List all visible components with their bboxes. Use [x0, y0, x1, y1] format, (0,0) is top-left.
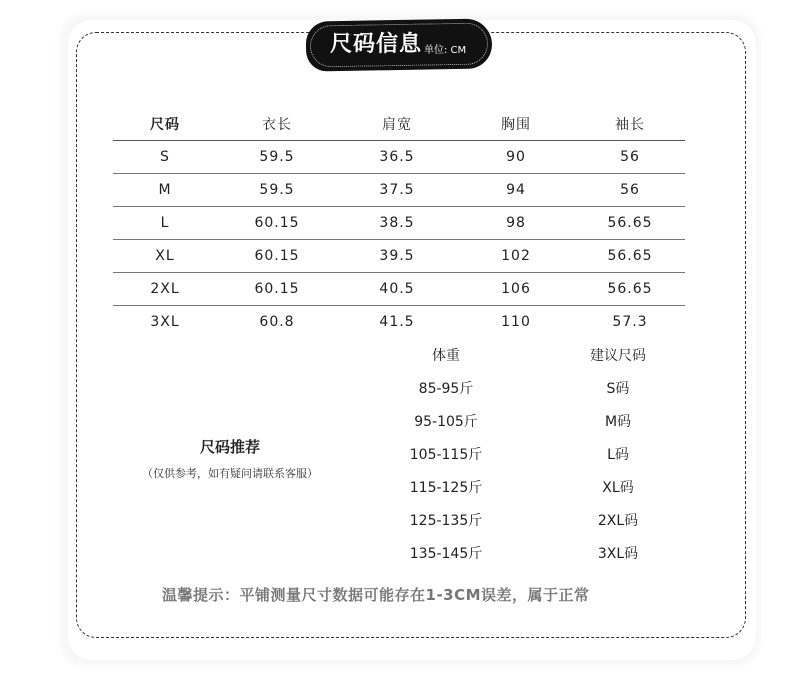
table-row	[113, 174, 685, 207]
table-row	[113, 306, 685, 339]
cell-length: 60.15	[217, 207, 337, 240]
recommend-size: XL码	[602, 480, 634, 496]
header-size: 尺码	[113, 108, 217, 141]
header-chest: 胸围	[457, 108, 575, 141]
recommend-size: M码	[604, 414, 632, 430]
size-table-wrap	[113, 108, 685, 338]
recommend-weight: 115-125斤	[409, 480, 483, 496]
cell-shoulder: 37.5	[337, 174, 457, 207]
cell-size: 2XL	[113, 273, 217, 306]
cell-size: S	[113, 141, 217, 174]
recommend-title: 尺码推荐	[199, 438, 260, 456]
measurement-note: 温馨提示：平铺测量尺寸数据可能存在1-3CM误差，属于正常	[162, 586, 590, 604]
cell-sleeve: 56	[575, 174, 685, 207]
size-table-header-row	[113, 108, 685, 141]
cell-chest: 98	[457, 207, 575, 240]
recommend-weight: 85-95斤	[418, 381, 474, 397]
badge-unit: 单位: CM	[424, 45, 467, 56]
cell-chest: 106	[457, 273, 575, 306]
size-table	[113, 108, 685, 338]
cell-shoulder: 38.5	[337, 207, 457, 240]
cell-length: 60.15	[217, 273, 337, 306]
recommend-header-weight: 体重	[432, 348, 460, 364]
cell-shoulder: 36.5	[337, 141, 457, 174]
cell-size: M	[113, 174, 217, 207]
recommend-header-size: 建议尺码	[590, 348, 646, 364]
cell-shoulder: 41.5	[379, 314, 415, 330]
cell-chest: 110	[501, 314, 531, 330]
recommend-weight: 105-115斤	[409, 447, 483, 463]
recommend-weight: 135-145斤	[409, 546, 483, 562]
cell-chest: 90	[457, 141, 575, 174]
cell-length: 59.5	[217, 141, 337, 174]
recommend-subtitle: （仅供参考，如有疑问请联系客服）	[142, 467, 318, 480]
header-sleeve: 袖长	[575, 108, 685, 141]
header-length: 衣长	[217, 108, 337, 141]
cell-chest: 102	[457, 240, 575, 273]
cell-sleeve: 56.65	[575, 273, 685, 306]
recommend-size: L码	[607, 447, 629, 463]
cell-shoulder: 40.5	[337, 273, 457, 306]
header-shoulder: 肩宽	[337, 108, 457, 141]
cell-sleeve: 56.65	[575, 207, 685, 240]
cell-shoulder: 39.5	[337, 240, 457, 273]
cell-sleeve: 56	[575, 141, 685, 174]
cell-length: 60.15	[217, 240, 337, 273]
recommend-size: S码	[606, 381, 630, 397]
recommend-weight: 125-135斤	[409, 513, 483, 529]
cell-size: XL	[113, 240, 217, 273]
recommend-weight: 95-105斤	[414, 414, 478, 430]
cell-sleeve: 57.3	[612, 314, 648, 330]
cell-sleeve: 56.65	[575, 240, 685, 273]
table-row	[113, 207, 685, 240]
badge-title: 尺码信息	[330, 32, 423, 57]
cell-length: 59.5	[217, 174, 337, 207]
cell-length: 60.8	[259, 314, 295, 330]
recommend-size: 3XL码	[597, 546, 639, 562]
cell-chest: 94	[457, 174, 575, 207]
table-row	[113, 240, 685, 273]
cell-size: 3XL	[150, 314, 180, 330]
cell-size: L	[113, 207, 217, 240]
table-row	[113, 141, 685, 174]
table-row	[113, 273, 685, 306]
recommend-size: 2XL码	[597, 513, 639, 529]
